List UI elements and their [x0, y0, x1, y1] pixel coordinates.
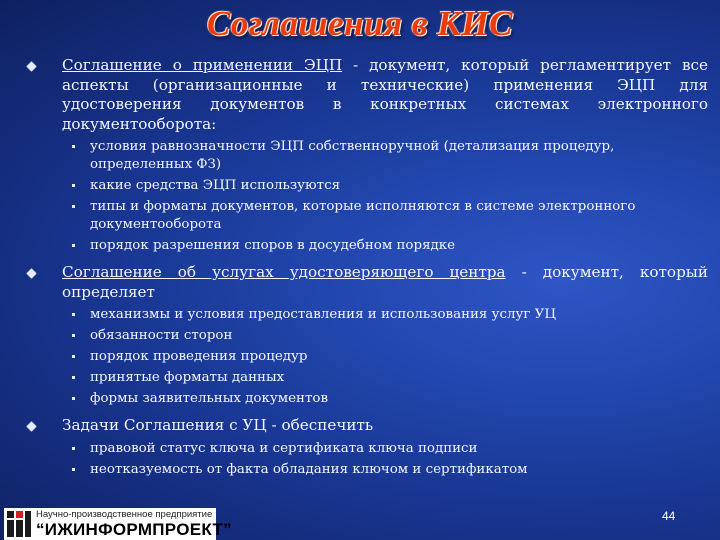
section-1-lead: [24, 56, 708, 134]
square-bullet-icon: [72, 376, 75, 379]
square-bullet-icon: [72, 397, 75, 400]
section-2-term: Соглашение об услугах удостоверяющего центра: [62, 263, 506, 281]
list-item: [24, 390, 708, 408]
square-bullet-icon: [72, 334, 75, 337]
list-item-text: формы заявительных документов: [90, 391, 328, 406]
section-3-list: [24, 440, 708, 479]
section-3-lead: [24, 416, 708, 436]
square-bullet-icon: [72, 184, 75, 187]
list-item: [24, 306, 708, 324]
list-item-text: неотказуемость от факта обладания ключом и сертификатом: [90, 461, 528, 477]
list-item-text: порядок разрешения споров в досудебном порядке: [90, 238, 456, 253]
section-1-text: - документ, который регламентирует все аспекты (организационные и технические) применения ЭЦП для удостоверения документов в конкретных системах электронного документооборота:: [62, 56, 708, 133]
section-2-text: - документ, который определяет: [62, 263, 709, 301]
list-item-text: какие средства ЭЦП используются: [90, 178, 341, 193]
square-bullet-icon: [72, 355, 75, 358]
diamond-bullet-icon: [27, 269, 37, 279]
section-1-term: Соглашение о применении ЭЦП: [62, 56, 343, 74]
list-item-text: правовой статус ключа и сертификата ключа подписи: [90, 440, 478, 456]
logo-subtitle: Научно-производственное предприятие: [36, 509, 213, 520]
square-bullet-icon: [72, 468, 75, 471]
list-item: [24, 461, 708, 479]
list-item-text: условия равнозначности ЭЦП собственноручной (детализация процедур, определенных ФЗ): [90, 139, 615, 172]
list-item-text: принятые форматы данных: [90, 370, 285, 385]
section-2-list: [24, 306, 708, 408]
list-item: [24, 237, 708, 255]
square-bullet-icon: [72, 313, 75, 316]
diamond-bullet-icon: [27, 62, 37, 72]
section-3-text: Задачи Соглашения с УЦ - обеспечить: [62, 416, 374, 434]
square-bullet-icon: [72, 244, 75, 247]
list-item: [24, 440, 708, 458]
slide-content: [24, 56, 708, 487]
logo-name: “ИЖИНФОРМПРОЕКТ”: [36, 520, 232, 539]
list-item-text: типы и форматы документов, которые исполняются в системе электронного документооборота: [90, 199, 636, 232]
list-item-text: механизмы и условия предоставления и использования услуг УЦ: [90, 307, 557, 322]
page-number: 44: [662, 509, 676, 523]
list-item-text: порядок проведения процедур: [90, 349, 308, 364]
square-bullet-icon: [72, 145, 75, 148]
company-logo-icon: [7, 511, 31, 537]
slide-title: Соглашения в КИС: [206, 4, 514, 43]
list-item: [24, 138, 708, 174]
list-item-text: обязанности сторон: [90, 328, 233, 343]
company-logo: [4, 508, 232, 540]
list-item: [24, 369, 708, 387]
list-item: [24, 327, 708, 345]
square-bullet-icon: [72, 447, 75, 450]
list-item: [24, 177, 708, 195]
diamond-bullet-icon: [27, 422, 37, 432]
list-item: [24, 198, 708, 234]
list-item: [24, 348, 708, 366]
section-1-list: [24, 138, 708, 255]
section-2-lead: [24, 263, 708, 302]
square-bullet-icon: [72, 205, 75, 208]
